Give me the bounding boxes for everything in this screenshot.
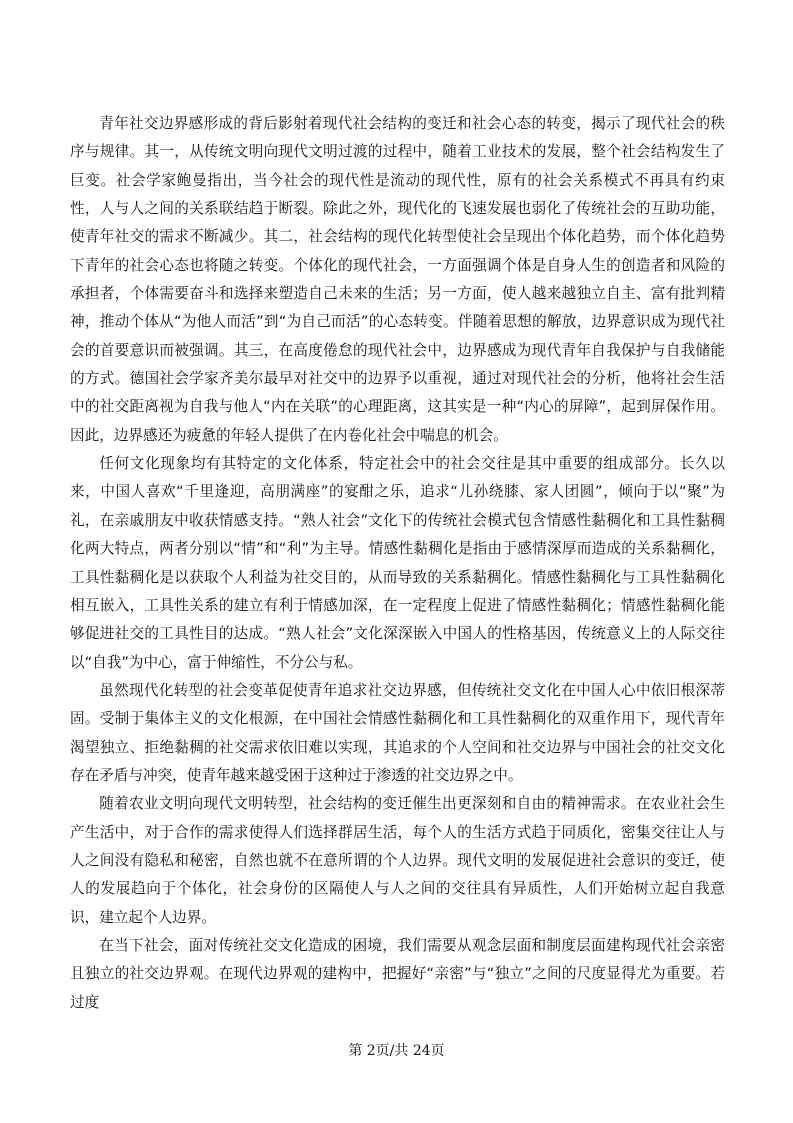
paragraph-2: 任何文化现象均有其特定的文化体系，特定社会中的社会交往是其中重要的组成部分。长久以来，中国人喜欢“千里逢迎，高朋满座”的宴酣之乐，追求“儿孙绕膝、家人团圆”，倾向于以“聚”为礼，在亲戚朋友中收获情感支持。“熟人社会”文化下的传统社会模式包含情感性黏稠化和工具性黏稠化两大特点，两者分别以“情”和“利”为主导。情感性黏稠化是指由于感情深厚而造成的关系黏稠化，工具性黏稠化是以获取个人利益为社交目的，从而导致的关系黏稠化。情感性黏稠化与工具性黏稠化相互嵌入，工具性关系的建立有利于情感加深，在一定程度上促进了情感性黏稠化；情感性黏稠化能够促进社交的工具性目的达成。“熟人社会”文化深深嵌入中国人的性格基因，传统意义上的人际交往以“自我”为中心，富于伸缩性，不分公与私。 [70, 455, 725, 671]
paragraph-5: 在当下社会，面对传统社交文化造成的困境，我们需要从观念层面和制度层面建构现代社会亲密且独立的社交边界观。在现代边界观的建构中，把握好“亲密”与“独立”之间的尺度显得尤为重要。若过度 [70, 936, 725, 1011]
paragraph-1: 青年社交边界感形成的背后影射着现代社会结构的变迁和社会心态的转变，揭示了现代社会的秩序与规律。其一，从传统文明向现代文明过渡的过程中，随着工业技术的发展，整个社会结构发生了巨变。社会学家鲍曼指出，当今社会的现代性是流动的现代性，原有的社会关系模式不再具有约束性，人与人之间的关系联结趋于断裂。除此之外，现代化的飞速发展也弱化了传统社会的互助功能，使青年社交的需求不断减少。其二，社会结构的现代化转型使社会呈现出个体化趋势，而个体化趋势下青年的社会心态也将随之转变。个体化的现代社会，一方面强调个体是自身人生的创造者和风险的承担者，个体需要奋斗和选择来塑造自己未来的生活；另一方面，使人越来越独立自主、富有批判精神，推动个体从“为他人而活”到“为自己而活”的心态转变。伴随着思想的解放，边界意识成为现代社会的首要意识而被强调。其三，在高度倦怠的现代社会中，边界感成为现代青年自我保护与自我储能的方式。德国社会学家齐美尔最早对社交中的边界予以重视，通过对现代社会的分析，他将社会生活中的社交距离视为自我与他人“内在关联”的心理距离，这其实是一种“内心的屏障”，起到屏保作用。因此，边界感还为疲惫的年轻人提供了在内卷化社会中喘息的机会。 [70, 115, 725, 444]
paragraph-4: 随着农业文明向现代文明转型，社会结构的变迁催生出更深刻和自由的精神需求。在农业社会生产生活中，对于合作的需求使得人们选择群居生活，每个人的生活方式趋于同质化，密集交往让人与人之间没有隐私和秘密，自然也就不在意所谓的个人边界。现代文明的发展促进社会意识的变迁，使人的发展趋向于个体化，社会身份的区隔使人与人之间的交往具有异质性，人们开始树立起自我意识，建立起个人边界。 [70, 795, 725, 926]
document-body [70, 110, 725, 1017]
paragraph-3: 虽然现代化转型的社会变革促使青年追求社交边界感，但传统社交文化在中国人心中依旧根深蒂固。受制于集体主义的文化根源，在中国社会情感性黏稠化和工具性黏稠化的双重作用下，现代青年渴望独立、拒绝黏稠的社交需求依旧难以实现，其追求的个人空间和社交边界与中国社会的社交文化存在矛盾与冲突，使青年越来越受困于这种过于渗透的社交边界之中。 [70, 681, 725, 784]
page-number-footer: 第 2页/共 24页 [348, 1043, 445, 1059]
